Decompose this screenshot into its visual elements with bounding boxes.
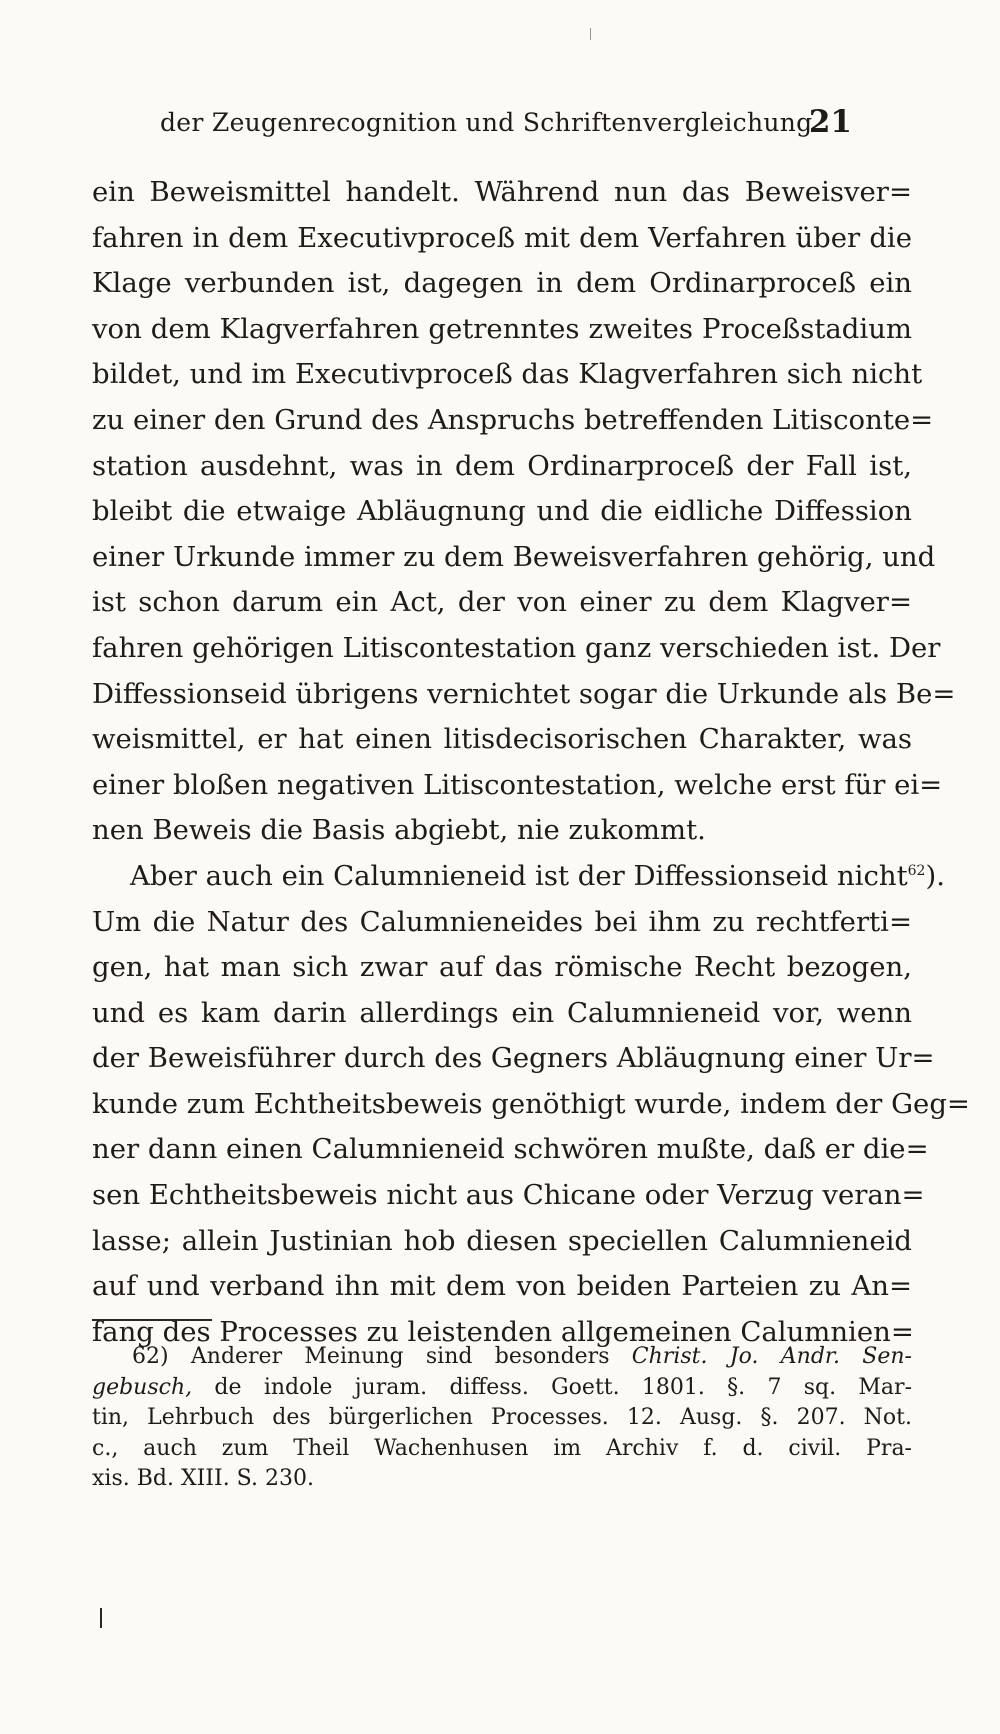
text-line: sen Echtheitsbeweis nicht aus Chicane oder Verzug veran= bbox=[92, 1179, 925, 1212]
running-head-title: der Zeugenrecognition und Schriftenvergleichung. bbox=[160, 108, 821, 137]
text-line: fang des Processes zu leistenden allgemeinen Calumnien= bbox=[92, 1315, 914, 1348]
text-line: von dem Klagverfahren getrenntes zweites Proceßstadium bbox=[92, 312, 912, 345]
footnote-reference-close: ). bbox=[925, 859, 945, 892]
footnote-line bbox=[92, 1373, 912, 1404]
footnote-line bbox=[92, 1342, 912, 1373]
footnote-divider bbox=[92, 1319, 212, 1321]
footnote-line: c., auch zum Theil Wachenhusen im Archiv f. d. civil. Pra- bbox=[92, 1435, 912, 1461]
footnote-line: xis. Bd. XIII. S. 230. bbox=[92, 1466, 314, 1491]
text-line: und es kam darin allerdings ein Calumnieneid vor, wenn bbox=[92, 996, 912, 1029]
text-line: fahren gehörigen Litiscontestation ganz verschieden ist. Der bbox=[92, 631, 941, 664]
text-line: Um die Natur des Calumnieneides bei ihm zu rechtferti= bbox=[92, 905, 912, 938]
text-line: fahren in dem Executivproceß mit dem Verfahren über die bbox=[92, 221, 912, 254]
text-line: lasse; allein Justinian hob diesen speciellen Calumnieneid bbox=[92, 1224, 912, 1257]
paper-mark bbox=[100, 1608, 102, 1628]
text-line: der Beweisführer durch des Gegners Abläugnung einer Ur= bbox=[92, 1042, 935, 1075]
text-line: bleibt die etwaige Abläugnung und die eidliche Diffession bbox=[92, 495, 912, 528]
footnote-italic-text: gebusch, bbox=[92, 1374, 193, 1400]
text-line: einer Urkunde immer zu dem Beweisverfahren gehörig, und bbox=[92, 540, 936, 573]
text-line: einer bloßen negativen Litiscontestation, welche erst für ei= bbox=[92, 768, 943, 801]
text-line: Klage verbunden ist, dagegen in dem Ordinarproceß ein bbox=[92, 267, 912, 300]
text-line: station ausdehnt, was in dem Ordinarproceß der Fall ist, bbox=[92, 449, 912, 482]
paper-mark bbox=[590, 28, 591, 40]
footnote-line: tin, Lehrbuch des bürgerlichen Processes. 12. Ausg. §. 207. Not. bbox=[92, 1405, 912, 1430]
text-line: weismittel, er hat einen litisdecisorischen Charakter, was bbox=[92, 723, 912, 756]
footnote bbox=[92, 1342, 912, 1495]
footnote-text: 62) Anderer Meinung sind besonders bbox=[132, 1344, 632, 1369]
text-line: ist schon darum ein Act, der von einer zu dem Klagver= bbox=[92, 586, 912, 619]
text-line: nen Beweis die Basis abgiebt, nie zukommt. bbox=[92, 814, 706, 847]
footnote-italic-text: Christ. Jo. Andr. Sen- bbox=[631, 1344, 912, 1369]
footnote-reference: 62 bbox=[907, 862, 926, 879]
text-line: auf und verband ihn mit dem von beiden Parteien zu An= bbox=[92, 1270, 912, 1303]
text-line: zu einer den Grund des Anspruchs betreffenden Litisconte= bbox=[92, 403, 934, 436]
text-line: ein Beweismittel handelt. Während nun das Beweisver= bbox=[92, 176, 912, 208]
text-line: Diffessionseid übrigens vernichtet sogar die Urkunde als Be= bbox=[92, 677, 956, 710]
text-line: Aber auch ein Calumnieneid ist der Diffessionseid nicht bbox=[130, 859, 908, 892]
footnote-text: de indole juram. diffess. Goett. 1801. §. 7 sq. Mar- bbox=[192, 1374, 912, 1400]
text-line: ner dann einen Calumnieneid schwören mußte, daß er die= bbox=[92, 1133, 929, 1166]
text-line: kunde zum Echtheitsbeweis genöthigt wurde, indem der Geg= bbox=[92, 1087, 970, 1120]
paragraph-first-line bbox=[92, 854, 945, 900]
text-line: bildet, und im Executivproceß das Klagverfahren sich nicht bbox=[92, 358, 923, 391]
main-text bbox=[92, 170, 970, 1355]
running-head bbox=[150, 104, 852, 148]
page-number: 21 bbox=[808, 104, 852, 140]
text-line: gen, hat man sich zwar auf das römische Recht bezogen, bbox=[92, 951, 912, 984]
